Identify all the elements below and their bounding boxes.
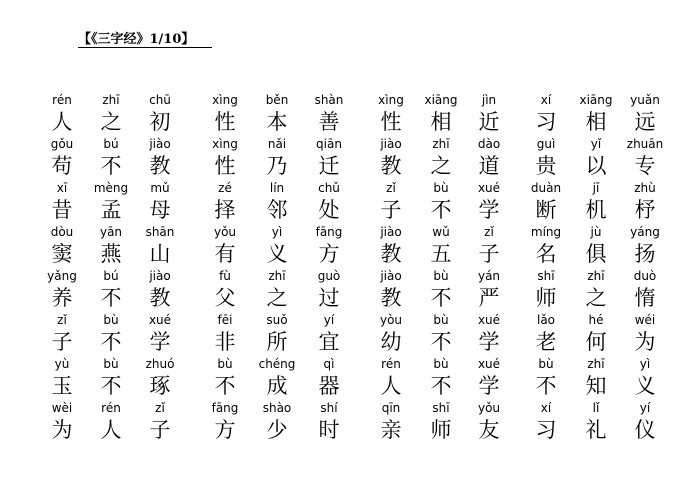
character-cell — [620, 92, 670, 136]
character-cell — [86, 268, 136, 312]
hanzi-character: 为 — [51, 418, 73, 442]
character-cell — [416, 224, 466, 268]
pinyin-label: xìng — [378, 93, 404, 107]
character-cell — [464, 312, 514, 356]
pinyin-label: xué — [477, 357, 501, 371]
hanzi-character: 之 — [266, 286, 288, 310]
character-cell — [416, 356, 466, 400]
pinyin-label: shān — [145, 225, 175, 239]
pinyin-label: fāng — [211, 401, 239, 415]
character-cell — [521, 136, 571, 180]
character-cell — [571, 136, 621, 180]
pinyin-label: qiān — [316, 137, 342, 151]
hanzi-character: 远 — [634, 110, 656, 134]
pinyin-label: xī — [56, 181, 68, 195]
pinyin-label: jiào — [380, 225, 402, 239]
pinyin-label: xìng — [212, 137, 238, 151]
character-cell — [304, 224, 354, 268]
hanzi-character: 学 — [478, 330, 500, 354]
hanzi-character: 为 — [634, 330, 656, 354]
pinyin-label: fāng — [315, 225, 343, 239]
hanzi-character: 不 — [100, 330, 122, 354]
pinyin-label: yù — [54, 357, 70, 371]
character-cell — [620, 400, 670, 444]
character-cell — [521, 224, 571, 268]
pinyin-label: bú — [103, 269, 119, 283]
pinyin-label: yān — [99, 225, 123, 239]
pinyin-label: xí — [540, 401, 552, 415]
pinyin-label: zhī — [587, 357, 605, 371]
pinyin-label: bù — [103, 357, 119, 371]
character-cell — [571, 92, 621, 136]
character-cell — [464, 268, 514, 312]
hanzi-character: 方 — [214, 418, 236, 442]
character-cell — [252, 224, 302, 268]
character-cell — [571, 356, 621, 400]
hanzi-character: 俱 — [585, 242, 607, 266]
hanzi-character: 教 — [380, 154, 402, 178]
character-cell — [86, 92, 136, 136]
character-cell — [521, 268, 571, 312]
hanzi-character: 时 — [318, 418, 340, 442]
character-cell — [37, 268, 87, 312]
hanzi-character: 初 — [149, 110, 171, 134]
hanzi-character: 不 — [430, 198, 452, 222]
hanzi-character: 本 — [266, 110, 288, 134]
character-cell — [620, 312, 670, 356]
pinyin-label: qì — [323, 357, 335, 371]
hanzi-character: 何 — [585, 330, 607, 354]
character-cell — [571, 400, 621, 444]
hanzi-character: 邻 — [266, 198, 288, 222]
pinyin-label: jù — [590, 225, 602, 239]
pinyin-label: suǒ — [266, 313, 288, 327]
hanzi-character: 子 — [380, 198, 402, 222]
character-cell — [464, 180, 514, 224]
pinyin-label: qīn — [381, 401, 401, 415]
hanzi-character: 所 — [266, 330, 288, 354]
page-title: 【《三字经》1/10】 — [78, 32, 195, 47]
pinyin-label: zhuó — [145, 357, 175, 371]
character-cell — [37, 224, 87, 268]
hanzi-character: 善 — [318, 110, 340, 134]
hanzi-character: 习 — [535, 418, 557, 442]
character-cell — [416, 400, 466, 444]
hanzi-character: 人 — [380, 374, 402, 398]
pinyin-label: xué — [477, 313, 501, 327]
pinyin-label: zhī — [587, 269, 605, 283]
hanzi-character: 子 — [149, 418, 171, 442]
pinyin-label: xiāng — [579, 93, 613, 107]
character-cell — [135, 92, 185, 136]
character-cell — [86, 224, 136, 268]
character-cell — [366, 356, 416, 400]
character-cell — [135, 312, 185, 356]
pinyin-label: běn — [265, 93, 289, 107]
character-cell — [200, 136, 250, 180]
character-cell — [304, 136, 354, 180]
pinyin-label: zǐ — [386, 181, 396, 195]
hanzi-character: 苟 — [51, 154, 73, 178]
hanzi-character: 不 — [535, 374, 557, 398]
hanzi-character: 义 — [266, 242, 288, 266]
hanzi-character: 严 — [478, 286, 500, 310]
pinyin-label: jìn — [481, 93, 497, 107]
pinyin-label: yì — [639, 357, 651, 371]
hanzi-character: 少 — [266, 418, 288, 442]
hanzi-character: 养 — [51, 286, 73, 310]
pinyin-label: chū — [149, 93, 171, 107]
hanzi-character: 燕 — [100, 242, 122, 266]
pinyin-label: shī — [432, 401, 450, 415]
character-cell — [37, 92, 87, 136]
hanzi-character: 教 — [380, 242, 402, 266]
hanzi-character: 窦 — [51, 242, 73, 266]
character-cell — [135, 224, 185, 268]
character-cell — [521, 180, 571, 224]
pinyin-label: xìng — [212, 93, 238, 107]
verse-row — [0, 356, 700, 400]
hanzi-character: 教 — [149, 286, 171, 310]
character-cell — [571, 268, 621, 312]
character-cell — [366, 312, 416, 356]
pinyin-label: duàn — [530, 181, 562, 195]
hanzi-character: 不 — [100, 374, 122, 398]
pinyin-label: lǐ — [592, 401, 600, 415]
hanzi-character: 不 — [430, 286, 452, 310]
hanzi-character: 机 — [585, 198, 607, 222]
pinyin-label: fēi — [217, 313, 233, 327]
pinyin-label: rén — [52, 93, 72, 107]
pinyin-label: rén — [101, 401, 121, 415]
character-cell — [252, 400, 302, 444]
pinyin-label: xué — [477, 181, 501, 195]
hanzi-character: 断 — [535, 198, 557, 222]
character-cell — [252, 356, 302, 400]
hanzi-character: 以 — [585, 154, 607, 178]
pinyin-label: zǐ — [155, 401, 165, 415]
hanzi-character: 琢 — [149, 374, 171, 398]
character-cell — [135, 136, 185, 180]
hanzi-character: 非 — [214, 330, 236, 354]
character-cell — [200, 312, 250, 356]
character-cell — [135, 268, 185, 312]
hanzi-character: 处 — [318, 198, 340, 222]
character-cell — [37, 400, 87, 444]
character-cell — [366, 268, 416, 312]
pinyin-label: yì — [271, 225, 283, 239]
character-cell — [252, 136, 302, 180]
pinyin-label: rén — [381, 357, 401, 371]
character-cell — [304, 268, 354, 312]
hanzi-character: 杼 — [634, 198, 656, 222]
character-cell — [366, 400, 416, 444]
pinyin-label: yǒu — [477, 401, 501, 415]
hanzi-character: 习 — [535, 110, 557, 134]
character-cell — [86, 312, 136, 356]
character-cell — [252, 180, 302, 224]
hanzi-character: 之 — [585, 286, 607, 310]
character-cell — [620, 224, 670, 268]
hanzi-character: 不 — [214, 374, 236, 398]
character-cell — [304, 356, 354, 400]
pinyin-label: nǎi — [267, 137, 287, 151]
verse-row — [0, 180, 700, 224]
character-cell — [135, 400, 185, 444]
pinyin-label: wèi — [51, 401, 73, 415]
pinyin-label: shī — [537, 269, 555, 283]
pinyin-label: bù — [433, 269, 449, 283]
character-cell — [200, 180, 250, 224]
pinyin-label: lín — [269, 181, 285, 195]
character-cell — [464, 92, 514, 136]
hanzi-character: 不 — [430, 374, 452, 398]
character-cell — [135, 180, 185, 224]
character-cell — [200, 268, 250, 312]
pinyin-label: bù — [433, 357, 449, 371]
hanzi-character: 人 — [51, 110, 73, 134]
hanzi-character: 义 — [634, 374, 656, 398]
pinyin-label: yán — [477, 269, 501, 283]
character-cell — [304, 312, 354, 356]
character-cell — [521, 92, 571, 136]
character-cell — [464, 400, 514, 444]
pinyin-label: zǐ — [57, 313, 67, 327]
pinyin-label: jī — [592, 181, 600, 195]
hanzi-character: 子 — [478, 242, 500, 266]
hanzi-character: 学 — [478, 374, 500, 398]
character-cell — [620, 356, 670, 400]
character-cell — [86, 356, 136, 400]
hanzi-character: 性 — [214, 154, 236, 178]
pinyin-label: wéi — [634, 313, 656, 327]
hanzi-character: 教 — [149, 154, 171, 178]
hanzi-character: 师 — [535, 286, 557, 310]
hanzi-character: 友 — [478, 418, 500, 442]
hanzi-character: 不 — [430, 330, 452, 354]
pinyin-label: dào — [477, 137, 501, 151]
pinyin-label: zhī — [268, 269, 286, 283]
hanzi-character: 山 — [149, 242, 171, 266]
hanzi-character: 知 — [585, 374, 607, 398]
hanzi-character: 幼 — [380, 330, 402, 354]
hanzi-character: 器 — [318, 374, 340, 398]
hanzi-character: 礼 — [585, 418, 607, 442]
pinyin-label: duò — [633, 269, 657, 283]
hanzi-character: 不 — [100, 154, 122, 178]
pinyin-label: chǔ — [318, 181, 340, 195]
verse-row — [0, 268, 700, 312]
pinyin-label: jiào — [380, 269, 402, 283]
hanzi-character: 近 — [478, 110, 500, 134]
hanzi-character: 之 — [430, 154, 452, 178]
pinyin-label: gǒu — [50, 137, 74, 151]
character-cell — [571, 224, 621, 268]
hanzi-character: 人 — [100, 418, 122, 442]
hanzi-character: 惰 — [634, 286, 656, 310]
pinyin-label: bú — [103, 137, 119, 151]
hanzi-character: 过 — [318, 286, 340, 310]
verse-row — [0, 400, 700, 444]
character-cell — [571, 312, 621, 356]
character-cell — [366, 180, 416, 224]
pinyin-label: shí — [320, 401, 338, 415]
character-cell — [366, 224, 416, 268]
pinyin-label: yǒu — [213, 225, 237, 239]
pinyin-label: lǎo — [536, 313, 556, 327]
pinyin-label: yǐ — [590, 137, 602, 151]
pinyin-label: zhī — [102, 93, 120, 107]
hanzi-character: 五 — [430, 242, 452, 266]
character-cell — [366, 92, 416, 136]
pinyin-label: xué — [148, 313, 172, 327]
pinyin-label: guò — [317, 269, 341, 283]
pinyin-label: mèng — [93, 181, 129, 195]
hanzi-character: 子 — [51, 330, 73, 354]
pinyin-label: yǎng — [47, 269, 77, 283]
hanzi-character: 性 — [214, 110, 236, 134]
pinyin-label: shào — [262, 401, 292, 415]
hanzi-character: 迁 — [318, 154, 340, 178]
character-cell — [200, 356, 250, 400]
character-cell — [620, 268, 670, 312]
hanzi-character: 有 — [214, 242, 236, 266]
pinyin-label: zhuān — [626, 137, 664, 151]
pinyin-label: yáng — [630, 225, 660, 239]
pinyin-label: jiào — [149, 137, 171, 151]
pinyin-label: dòu — [50, 225, 74, 239]
pinyin-label: yuǎn — [630, 93, 660, 107]
hanzi-character: 成 — [266, 374, 288, 398]
hanzi-character: 教 — [380, 286, 402, 310]
hanzi-character: 乃 — [266, 154, 288, 178]
hanzi-character: 仪 — [634, 418, 656, 442]
pinyin-label: bù — [217, 357, 233, 371]
character-cell — [200, 224, 250, 268]
character-cell — [464, 224, 514, 268]
hanzi-character: 之 — [100, 110, 122, 134]
character-cell — [521, 312, 571, 356]
pinyin-label: yòu — [379, 313, 403, 327]
hanzi-character: 亲 — [380, 418, 402, 442]
hanzi-character: 宜 — [318, 330, 340, 354]
hanzi-character: 父 — [214, 286, 236, 310]
character-cell — [86, 400, 136, 444]
character-cell — [304, 92, 354, 136]
character-cell — [416, 312, 466, 356]
hanzi-character: 专 — [634, 154, 656, 178]
pinyin-label: xiāng — [424, 93, 458, 107]
character-cell — [200, 400, 250, 444]
character-cell — [37, 356, 87, 400]
hanzi-character: 相 — [430, 110, 452, 134]
hanzi-character: 名 — [535, 242, 557, 266]
hanzi-character: 择 — [214, 198, 236, 222]
pinyin-label: zhī — [432, 137, 450, 151]
character-cell — [304, 400, 354, 444]
verse-row — [0, 312, 700, 356]
character-cell — [366, 136, 416, 180]
character-cell — [571, 180, 621, 224]
pinyin-label: zhù — [634, 181, 656, 195]
pinyin-label: bù — [433, 313, 449, 327]
character-cell — [416, 136, 466, 180]
hanzi-character: 孟 — [100, 198, 122, 222]
hanzi-character: 学 — [149, 330, 171, 354]
pinyin-label: hé — [588, 313, 604, 327]
pinyin-label: bù — [433, 181, 449, 195]
character-cell — [620, 180, 670, 224]
hanzi-character: 不 — [100, 286, 122, 310]
pinyin-label: guì — [536, 137, 556, 151]
pinyin-label: fù — [219, 269, 231, 283]
character-cell — [37, 136, 87, 180]
pinyin-label: xí — [540, 93, 552, 107]
verse-row — [0, 92, 700, 136]
character-cell — [521, 400, 571, 444]
character-cell — [86, 136, 136, 180]
hanzi-character: 师 — [430, 418, 452, 442]
pinyin-label: yí — [639, 401, 651, 415]
verse-row — [0, 224, 700, 268]
pinyin-label: jiào — [149, 269, 171, 283]
character-cell — [200, 92, 250, 136]
pinyin-label: míng — [530, 225, 562, 239]
hanzi-character: 贵 — [535, 154, 557, 178]
character-cell — [86, 180, 136, 224]
character-cell — [416, 180, 466, 224]
hanzi-character: 母 — [149, 198, 171, 222]
hanzi-character: 学 — [478, 198, 500, 222]
pinyin-label: bù — [103, 313, 119, 327]
character-cell — [416, 268, 466, 312]
character-cell — [135, 356, 185, 400]
hanzi-character: 扬 — [634, 242, 656, 266]
character-cell — [37, 312, 87, 356]
pinyin-label: zǐ — [484, 225, 494, 239]
hanzi-character: 相 — [585, 110, 607, 134]
character-cell — [252, 268, 302, 312]
hanzi-character: 老 — [535, 330, 557, 354]
hanzi-character: 性 — [380, 110, 402, 134]
pinyin-label: mǔ — [150, 181, 170, 195]
character-cell — [464, 356, 514, 400]
character-cell — [464, 136, 514, 180]
pinyin-label: shàn — [314, 93, 344, 107]
character-cell — [252, 92, 302, 136]
character-cell — [416, 92, 466, 136]
pinyin-label: yí — [323, 313, 335, 327]
pinyin-label: jiào — [380, 137, 402, 151]
pinyin-label: zé — [218, 181, 232, 195]
character-cell — [304, 180, 354, 224]
hanzi-character: 方 — [318, 242, 340, 266]
verse-row — [0, 136, 700, 180]
character-cell — [620, 136, 670, 180]
hanzi-character: 道 — [478, 154, 500, 178]
pinyin-label: wǔ — [432, 225, 450, 239]
hanzi-character: 玉 — [51, 374, 73, 398]
hanzi-character: 昔 — [51, 198, 73, 222]
character-cell — [252, 312, 302, 356]
pinyin-label: chéng — [258, 357, 296, 371]
character-cell — [37, 180, 87, 224]
pinyin-label: bù — [538, 357, 554, 371]
character-cell — [521, 356, 571, 400]
